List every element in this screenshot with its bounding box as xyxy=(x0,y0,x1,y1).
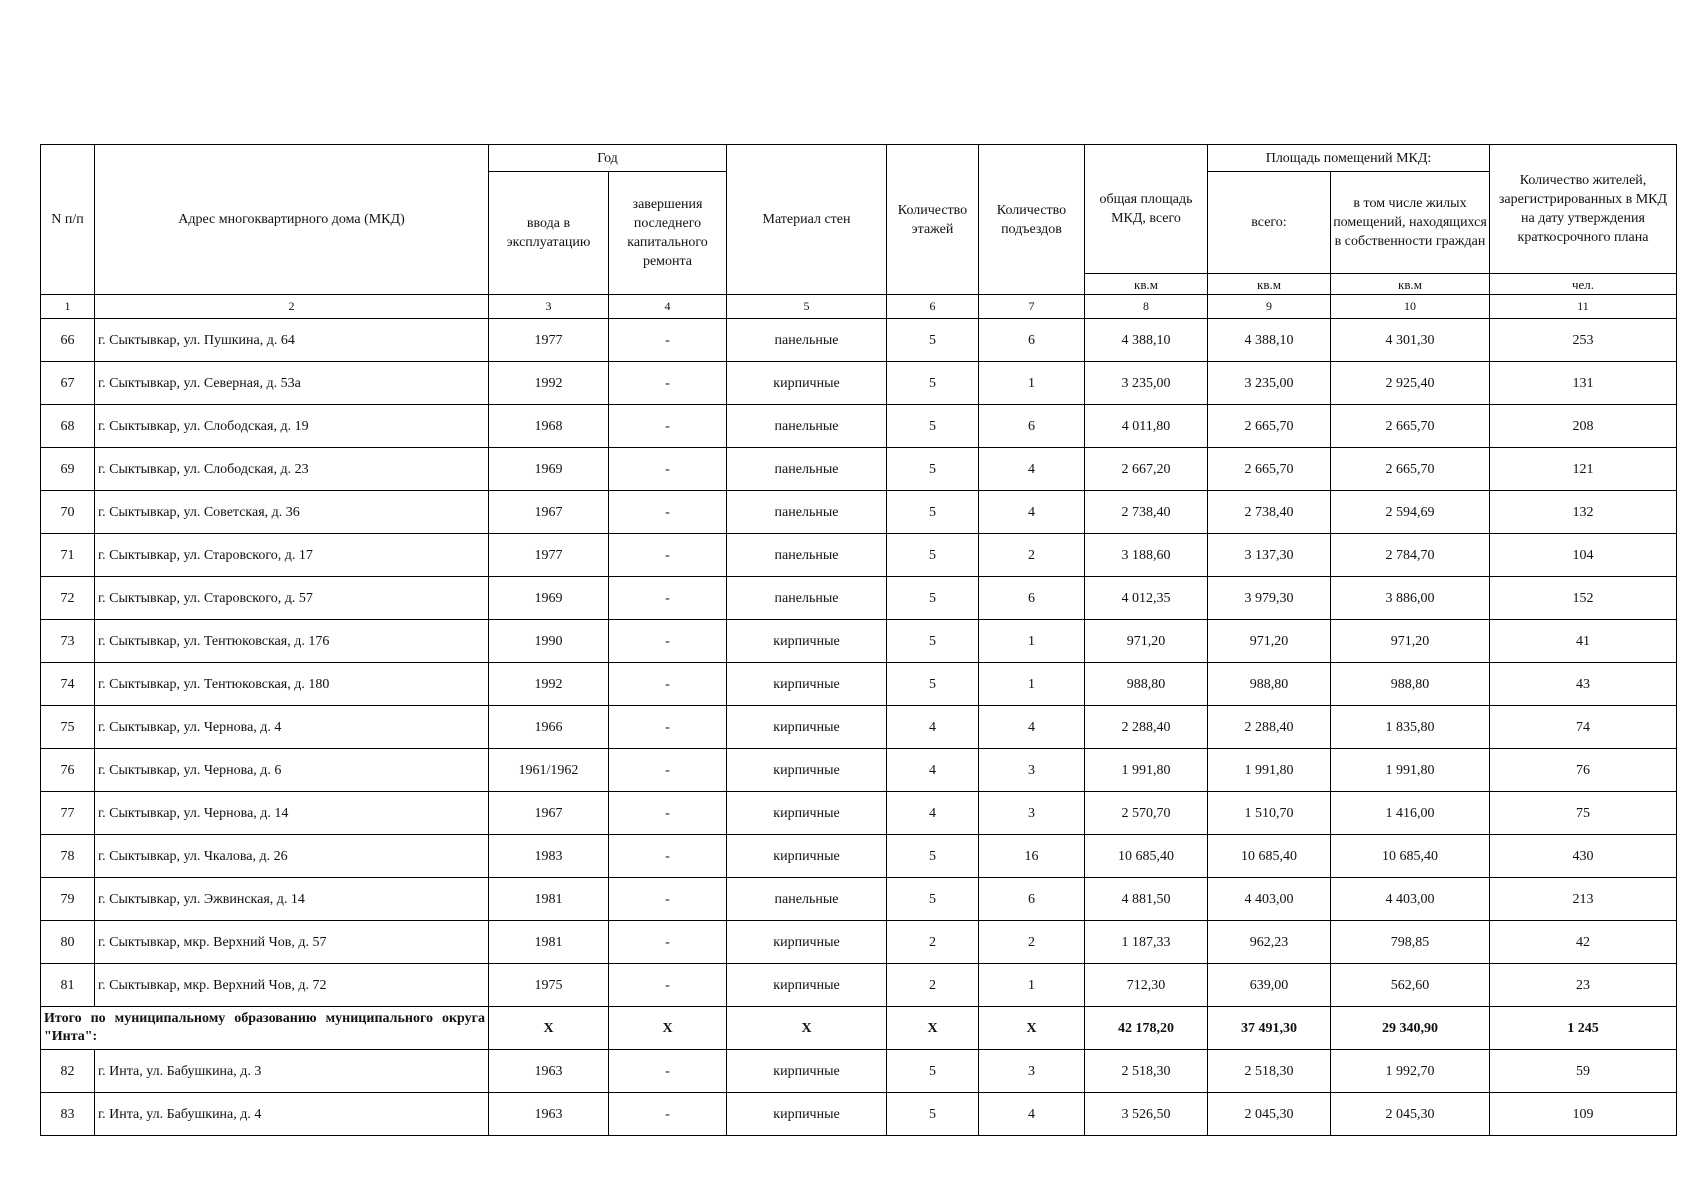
cell-residents: 152 xyxy=(1490,577,1677,620)
cell-year-commission: 1966 xyxy=(489,706,609,749)
column-number: 6 xyxy=(887,295,979,319)
cell-floors: 5 xyxy=(887,362,979,405)
column-number: 7 xyxy=(979,295,1085,319)
cell-residents: 59 xyxy=(1490,1050,1677,1093)
total-cell: X xyxy=(887,1007,979,1050)
cell-address: г. Сыктывкар, ул. Северная, д. 53а xyxy=(95,362,489,405)
cell-total-area: 2 667,20 xyxy=(1085,448,1208,491)
cell-area-residential: 2 784,70 xyxy=(1331,534,1490,577)
cell-entrances: 3 xyxy=(979,1050,1085,1093)
cell-wall-material: кирпичные xyxy=(727,663,887,706)
table-total xyxy=(41,1007,1677,1050)
cell-residents: 131 xyxy=(1490,362,1677,405)
header-year: Год xyxy=(489,145,727,172)
cell-area-all: 4 403,00 xyxy=(1208,878,1331,921)
cell-area-residential: 1 991,80 xyxy=(1331,749,1490,792)
cell-area-all: 2 518,30 xyxy=(1208,1050,1331,1093)
cell-wall-material: панельные xyxy=(727,534,887,577)
header-address: Адрес многоквартирного дома (МКД) xyxy=(95,145,489,295)
cell-area-all: 2 288,40 xyxy=(1208,706,1331,749)
cell-num: 77 xyxy=(41,792,95,835)
cell-total-area: 4 388,10 xyxy=(1085,319,1208,362)
cell-area-residential: 2 665,70 xyxy=(1331,405,1490,448)
cell-total-area: 2 570,70 xyxy=(1085,792,1208,835)
cell-area-all: 2 045,30 xyxy=(1208,1093,1331,1136)
cell-area-residential: 1 992,70 xyxy=(1331,1050,1490,1093)
cell-wall-material: кирпичные xyxy=(727,835,887,878)
total-label: Итого по муниципальному образованию муниципального округа "Инта": xyxy=(41,1007,489,1050)
cell-address: г. Сыктывкар, ул. Советская, д. 36 xyxy=(95,491,489,534)
cell-num: 74 xyxy=(41,663,95,706)
column-number: 9 xyxy=(1208,295,1331,319)
cell-total-area: 4 011,80 xyxy=(1085,405,1208,448)
cell-entrances: 6 xyxy=(979,878,1085,921)
cell-entrances: 3 xyxy=(979,792,1085,835)
cell-floors: 5 xyxy=(887,1050,979,1093)
table-row xyxy=(41,362,1677,405)
cell-entrances: 1 xyxy=(979,620,1085,663)
cell-total-area: 988,80 xyxy=(1085,663,1208,706)
cell-residents: 23 xyxy=(1490,964,1677,1007)
cell-year-commission: 1963 xyxy=(489,1050,609,1093)
table-row xyxy=(41,835,1677,878)
cell-wall-material: кирпичные xyxy=(727,921,887,964)
header-num: N п/п xyxy=(41,145,95,295)
cell-entrances: 1 xyxy=(979,362,1085,405)
cell-area-all: 10 685,40 xyxy=(1208,835,1331,878)
cell-area-all: 971,20 xyxy=(1208,620,1331,663)
header-floors: Количество этажей xyxy=(887,145,979,295)
cell-wall-material: кирпичные xyxy=(727,620,887,663)
unit-total-area: кв.м xyxy=(1085,274,1208,295)
cell-year-commission: 1992 xyxy=(489,663,609,706)
cell-num: 78 xyxy=(41,835,95,878)
table-row xyxy=(41,448,1677,491)
cell-wall-material: кирпичные xyxy=(727,792,887,835)
cell-total-area: 3 188,60 xyxy=(1085,534,1208,577)
cell-floors: 5 xyxy=(887,620,979,663)
cell-entrances: 16 xyxy=(979,835,1085,878)
cell-wall-material: кирпичные xyxy=(727,964,887,1007)
column-number: 3 xyxy=(489,295,609,319)
cell-address: г. Инта, ул. Бабушкина, д. 3 xyxy=(95,1050,489,1093)
total-cell: X xyxy=(489,1007,609,1050)
cell-total-area: 1 187,33 xyxy=(1085,921,1208,964)
cell-area-all: 2 665,70 xyxy=(1208,448,1331,491)
cell-wall-material: панельные xyxy=(727,405,887,448)
cell-area-residential: 971,20 xyxy=(1331,620,1490,663)
table-body-syktyvkar xyxy=(41,319,1677,1007)
cell-num: 80 xyxy=(41,921,95,964)
unit-area-all: кв.м xyxy=(1208,274,1331,295)
cell-year-repair: - xyxy=(609,491,727,534)
cell-entrances: 1 xyxy=(979,964,1085,1007)
cell-area-all: 2 665,70 xyxy=(1208,405,1331,448)
table-row xyxy=(41,878,1677,921)
cell-year-repair: - xyxy=(609,405,727,448)
cell-num: 70 xyxy=(41,491,95,534)
cell-address: г. Сыктывкар, ул. Слободская, д. 19 xyxy=(95,405,489,448)
cell-entrances: 4 xyxy=(979,491,1085,534)
cell-year-commission: 1981 xyxy=(489,878,609,921)
cell-floors: 4 xyxy=(887,792,979,835)
cell-address: г. Сыктывкар, ул. Эжвинская, д. 14 xyxy=(95,878,489,921)
cell-wall-material: панельные xyxy=(727,319,887,362)
cell-wall-material: панельные xyxy=(727,491,887,534)
cell-residents: 76 xyxy=(1490,749,1677,792)
cell-num: 73 xyxy=(41,620,95,663)
header-wall-material: Материал стен xyxy=(727,145,887,295)
cell-wall-material: кирпичные xyxy=(727,362,887,405)
cell-wall-material: кирпичные xyxy=(727,1050,887,1093)
cell-year-repair: - xyxy=(609,577,727,620)
column-number: 2 xyxy=(95,295,489,319)
cell-area-all: 2 738,40 xyxy=(1208,491,1331,534)
cell-entrances: 4 xyxy=(979,1093,1085,1136)
cell-area-residential: 2 594,69 xyxy=(1331,491,1490,534)
cell-year-repair: - xyxy=(609,706,727,749)
residents-sum: 1 245 xyxy=(1490,1007,1677,1050)
cell-total-area: 4 881,50 xyxy=(1085,878,1208,921)
cell-total-area: 3 526,50 xyxy=(1085,1093,1208,1136)
cell-total-area: 2 738,40 xyxy=(1085,491,1208,534)
cell-area-residential: 10 685,40 xyxy=(1331,835,1490,878)
cell-year-commission: 1990 xyxy=(489,620,609,663)
table-row xyxy=(41,706,1677,749)
total-cell: X xyxy=(609,1007,727,1050)
cell-address: г. Сыктывкар, мкр. Верхний Чов, д. 72 xyxy=(95,964,489,1007)
area-residential-sum: 29 340,90 xyxy=(1331,1007,1490,1050)
cell-address: г. Сыктывкар, ул. Чернова, д. 4 xyxy=(95,706,489,749)
column-number: 1 xyxy=(41,295,95,319)
cell-floors: 5 xyxy=(887,534,979,577)
cell-wall-material: кирпичные xyxy=(727,1093,887,1136)
cell-area-residential: 2 045,30 xyxy=(1331,1093,1490,1136)
cell-wall-material: панельные xyxy=(727,878,887,921)
total-cell: X xyxy=(979,1007,1085,1050)
cell-entrances: 2 xyxy=(979,921,1085,964)
cell-wall-material: панельные xyxy=(727,577,887,620)
table-row xyxy=(41,620,1677,663)
cell-year-commission: 1975 xyxy=(489,964,609,1007)
header-entrances: Количество подъездов xyxy=(979,145,1085,295)
cell-entrances: 3 xyxy=(979,749,1085,792)
cell-year-repair: - xyxy=(609,1093,727,1136)
column-number: 4 xyxy=(609,295,727,319)
cell-address: г. Сыктывкар, ул. Слободская, д. 23 xyxy=(95,448,489,491)
cell-year-commission: 1983 xyxy=(489,835,609,878)
cell-area-all: 988,80 xyxy=(1208,663,1331,706)
cell-entrances: 6 xyxy=(979,319,1085,362)
cell-year-repair: - xyxy=(609,620,727,663)
cell-total-area: 10 685,40 xyxy=(1085,835,1208,878)
cell-floors: 5 xyxy=(887,1093,979,1136)
cell-residents: 121 xyxy=(1490,448,1677,491)
table-row xyxy=(41,792,1677,835)
cell-area-residential: 1 835,80 xyxy=(1331,706,1490,749)
cell-area-residential: 4 301,30 xyxy=(1331,319,1490,362)
cell-total-area: 1 991,80 xyxy=(1085,749,1208,792)
cell-year-commission: 1969 xyxy=(489,577,609,620)
cell-year-repair: - xyxy=(609,362,727,405)
cell-residents: 208 xyxy=(1490,405,1677,448)
unit-residents: чел. xyxy=(1490,274,1677,295)
cell-year-repair: - xyxy=(609,663,727,706)
cell-total-area: 712,30 xyxy=(1085,964,1208,1007)
cell-residents: 132 xyxy=(1490,491,1677,534)
cell-floors: 5 xyxy=(887,405,979,448)
table-row xyxy=(41,491,1677,534)
cell-floors: 2 xyxy=(887,921,979,964)
cell-year-repair: - xyxy=(609,1050,727,1093)
cell-address: г. Сыктывкар, ул. Старовского, д. 57 xyxy=(95,577,489,620)
cell-year-repair: - xyxy=(609,835,727,878)
cell-num: 69 xyxy=(41,448,95,491)
cell-floors: 5 xyxy=(887,663,979,706)
cell-floors: 5 xyxy=(887,491,979,534)
cell-wall-material: кирпичные xyxy=(727,706,887,749)
cell-total-area: 4 012,35 xyxy=(1085,577,1208,620)
cell-wall-material: кирпичные xyxy=(727,749,887,792)
cell-year-commission: 1968 xyxy=(489,405,609,448)
cell-entrances: 6 xyxy=(979,405,1085,448)
cell-area-all: 3 137,30 xyxy=(1208,534,1331,577)
cell-entrances: 4 xyxy=(979,448,1085,491)
cell-num: 72 xyxy=(41,577,95,620)
cell-entrances: 4 xyxy=(979,706,1085,749)
cell-num: 68 xyxy=(41,405,95,448)
cell-area-residential: 1 416,00 xyxy=(1331,792,1490,835)
cell-num: 83 xyxy=(41,1093,95,1136)
cell-area-residential: 798,85 xyxy=(1331,921,1490,964)
total-row xyxy=(41,1007,1677,1050)
unit-area-residential: кв.м xyxy=(1331,274,1490,295)
cell-area-all: 962,23 xyxy=(1208,921,1331,964)
cell-residents: 74 xyxy=(1490,706,1677,749)
cell-area-residential: 562,60 xyxy=(1331,964,1490,1007)
cell-address: г. Сыктывкар, ул. Старовского, д. 17 xyxy=(95,534,489,577)
column-numbers-row xyxy=(41,295,1677,319)
cell-address: г. Сыктывкар, ул. Чернова, д. 6 xyxy=(95,749,489,792)
table-row xyxy=(41,319,1677,362)
cell-residents: 430 xyxy=(1490,835,1677,878)
cell-residents: 213 xyxy=(1490,878,1677,921)
cell-area-all: 4 388,10 xyxy=(1208,319,1331,362)
area-all-sum: 37 491,30 xyxy=(1208,1007,1331,1050)
cell-area-residential: 2 925,40 xyxy=(1331,362,1490,405)
column-number: 8 xyxy=(1085,295,1208,319)
column-number: 10 xyxy=(1331,295,1490,319)
cell-year-repair: - xyxy=(609,964,727,1007)
cell-year-commission: 1967 xyxy=(489,792,609,835)
cell-year-repair: - xyxy=(609,749,727,792)
cell-address: г. Сыктывкар, мкр. Верхний Чов, д. 57 xyxy=(95,921,489,964)
cell-area-residential: 988,80 xyxy=(1331,663,1490,706)
cell-year-repair: - xyxy=(609,319,727,362)
cell-floors: 4 xyxy=(887,706,979,749)
cell-num: 75 xyxy=(41,706,95,749)
table-row xyxy=(41,405,1677,448)
column-number: 11 xyxy=(1490,295,1677,319)
cell-year-commission: 1961/1962 xyxy=(489,749,609,792)
header-area-all: всего: xyxy=(1208,172,1331,274)
total-cell: X xyxy=(727,1007,887,1050)
cell-year-repair: - xyxy=(609,448,727,491)
cell-year-repair: - xyxy=(609,921,727,964)
cell-area-residential: 2 665,70 xyxy=(1331,448,1490,491)
cell-num: 76 xyxy=(41,749,95,792)
cell-total-area: 2 288,40 xyxy=(1085,706,1208,749)
cell-address: г. Сыктывкар, ул. Тентюковская, д. 176 xyxy=(95,620,489,663)
table-row xyxy=(41,1050,1677,1093)
cell-area-all: 3 235,00 xyxy=(1208,362,1331,405)
cell-year-commission: 1969 xyxy=(489,448,609,491)
cell-floors: 5 xyxy=(887,448,979,491)
header-year-commission: ввода в эксплуатацию xyxy=(489,172,609,295)
cell-entrances: 2 xyxy=(979,534,1085,577)
cell-num: 71 xyxy=(41,534,95,577)
cell-floors: 5 xyxy=(887,878,979,921)
cell-residents: 43 xyxy=(1490,663,1677,706)
cell-total-area: 3 235,00 xyxy=(1085,362,1208,405)
cell-address: г. Сыктывкар, ул. Пушкина, д. 64 xyxy=(95,319,489,362)
cell-residents: 42 xyxy=(1490,921,1677,964)
table-body-inta xyxy=(41,1050,1677,1136)
cell-floors: 5 xyxy=(887,577,979,620)
housing-repair-table xyxy=(40,144,1677,1136)
cell-year-commission: 1977 xyxy=(489,319,609,362)
cell-year-commission: 1967 xyxy=(489,491,609,534)
cell-year-commission: 1992 xyxy=(489,362,609,405)
column-number: 5 xyxy=(727,295,887,319)
header-year-repair: завершения последнего капитального ремонта xyxy=(609,172,727,295)
table-row xyxy=(41,577,1677,620)
cell-year-commission: 1963 xyxy=(489,1093,609,1136)
cell-address: г. Инта, ул. Бабушкина, д. 4 xyxy=(95,1093,489,1136)
cell-address: г. Сыктывкар, ул. Чернова, д. 14 xyxy=(95,792,489,835)
cell-num: 81 xyxy=(41,964,95,1007)
table-row xyxy=(41,964,1677,1007)
cell-year-commission: 1977 xyxy=(489,534,609,577)
total-area-sum: 42 178,20 xyxy=(1085,1007,1208,1050)
cell-floors: 5 xyxy=(887,319,979,362)
cell-residents: 253 xyxy=(1490,319,1677,362)
cell-area-all: 3 979,30 xyxy=(1208,577,1331,620)
cell-area-residential: 3 886,00 xyxy=(1331,577,1490,620)
table-row xyxy=(41,663,1677,706)
cell-address: г. Сыктывкар, ул. Тентюковская, д. 180 xyxy=(95,663,489,706)
table-row xyxy=(41,921,1677,964)
cell-area-all: 639,00 xyxy=(1208,964,1331,1007)
cell-wall-material: панельные xyxy=(727,448,887,491)
cell-num: 79 xyxy=(41,878,95,921)
cell-entrances: 6 xyxy=(979,577,1085,620)
header-area-group: Площадь помещений МКД: xyxy=(1208,145,1490,172)
cell-residents: 104 xyxy=(1490,534,1677,577)
header-total-area: общая площадь МКД, всего xyxy=(1085,145,1208,274)
table-row xyxy=(41,1093,1677,1136)
cell-residents: 41 xyxy=(1490,620,1677,663)
cell-num: 66 xyxy=(41,319,95,362)
cell-residents: 109 xyxy=(1490,1093,1677,1136)
table-row xyxy=(41,749,1677,792)
cell-floors: 4 xyxy=(887,749,979,792)
cell-area-all: 1 510,70 xyxy=(1208,792,1331,835)
header-residents: Количество жителей, зарегистрированных в МКД на дату утверждения краткосрочного плана xyxy=(1490,145,1677,274)
cell-year-repair: - xyxy=(609,878,727,921)
table-header xyxy=(41,145,1677,319)
cell-num: 67 xyxy=(41,362,95,405)
cell-year-commission: 1981 xyxy=(489,921,609,964)
cell-year-repair: - xyxy=(609,534,727,577)
table-row xyxy=(41,534,1677,577)
cell-floors: 2 xyxy=(887,964,979,1007)
cell-total-area: 2 518,30 xyxy=(1085,1050,1208,1093)
cell-total-area: 971,20 xyxy=(1085,620,1208,663)
cell-address: г. Сыктывкар, ул. Чкалова, д. 26 xyxy=(95,835,489,878)
cell-area-all: 1 991,80 xyxy=(1208,749,1331,792)
cell-entrances: 1 xyxy=(979,663,1085,706)
cell-num: 82 xyxy=(41,1050,95,1093)
cell-year-repair: - xyxy=(609,792,727,835)
cell-area-residential: 4 403,00 xyxy=(1331,878,1490,921)
header-area-residential: в том числе жилых помещений, находящихся в собственности граждан xyxy=(1331,172,1490,274)
cell-floors: 5 xyxy=(887,835,979,878)
cell-residents: 75 xyxy=(1490,792,1677,835)
